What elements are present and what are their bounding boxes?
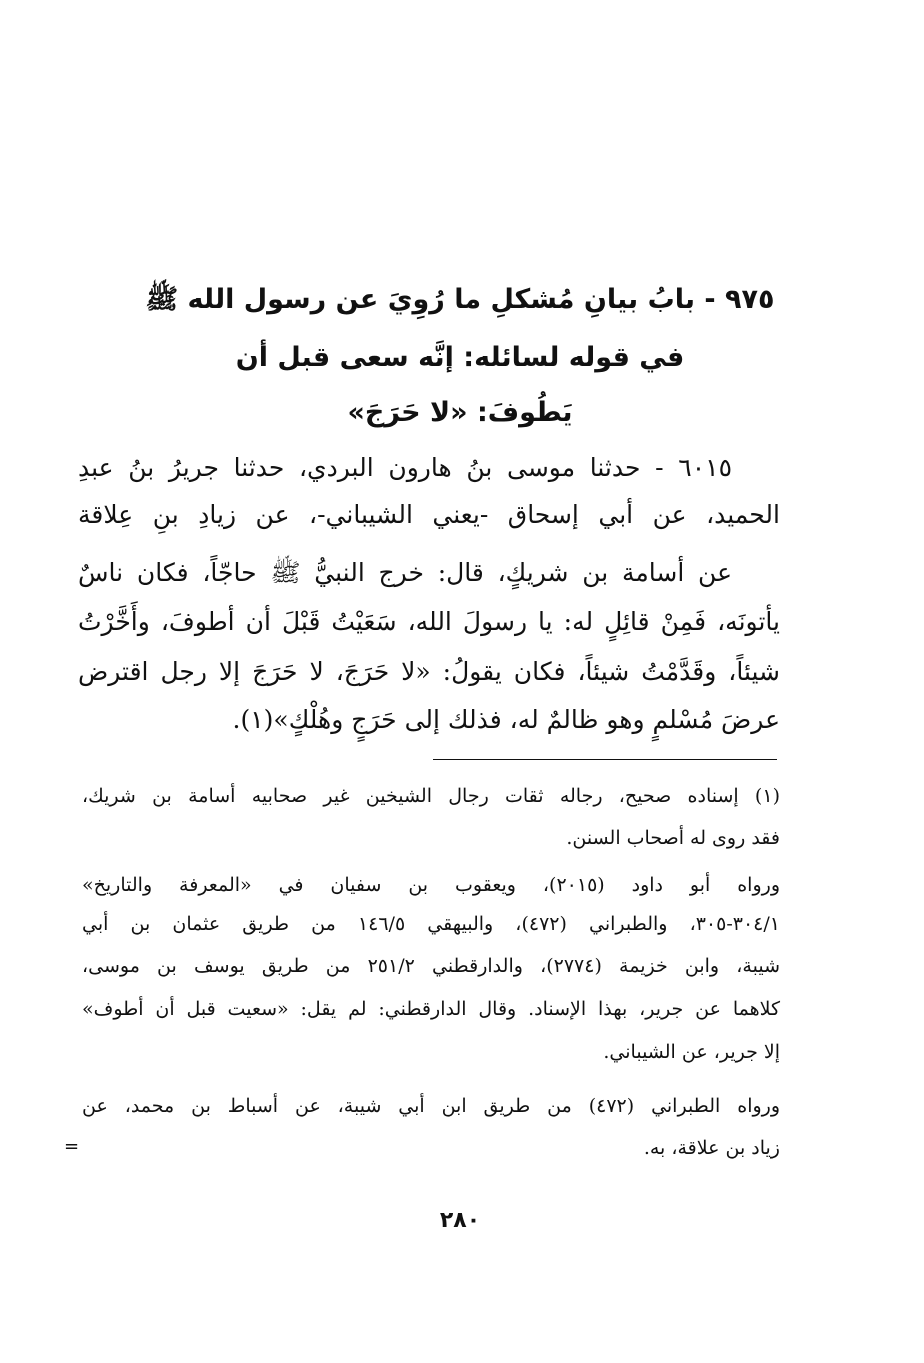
footnote-line: (١) إسناده صحيح، رجاله ثقات رجال الشيخين غير صحابيه أسامة بن شريك، — [82, 785, 780, 807]
footnote-line: ٣٠٤/١-٣٠٥، والطبراني (٤٧٢)، والبيهقي ١٤٦/٥ من طريق عثمان بن أبي — [82, 913, 780, 935]
footnote-line: كلاهما عن جرير، بهذا الإسناد. وقال الدارقطني: لم يقل: «سعيت قبل أن أطوف» — [82, 998, 780, 1020]
footnote-line: شيبة، وابن خزيمة (٢٧٧٤)، والدارقطني ٢٥١/٢ من طريق يوسف بن موسى، — [82, 955, 780, 977]
footnote-line: ورواه الطبراني (٤٧٢) من طريق ابن أبي شيبة، عن أسباط بن محمد، عن — [82, 1095, 780, 1117]
footnote-continuation-mark: = — [64, 1136, 80, 1157]
hadith-line: شيئاً، وقَدَّمْتُ شيئاً، فكان يقولُ: «لا حَرَجَ، لا حَرَجَ إلا رجل اقترض — [78, 657, 780, 686]
chapter-title-line-2: في قوله لسائله: إنَّه سعى قبل أن — [235, 342, 685, 373]
footnote-line: ورواه أبو داود (٢٠١٥)، ويعقوب بن سفيان في «المعرفة والتاريخ» — [82, 874, 780, 896]
hadith-line: ٦٠١٥ - حدثنا موسى بنُ هارون البردي، حدثنا جريرُ بنُ عبدِ — [78, 453, 732, 482]
footnote-separator — [433, 759, 777, 760]
chapter-title-line-3: يَطُوفَ: «لا حَرَجَ» — [347, 397, 573, 428]
footnote-line: فقد روى له أصحاب السنن. — [566, 827, 780, 849]
chapter-title-line-1: ٩٧٥ - بابُ بيانِ مُشكلِ ما رُوِيَ عن رسول الله ﷺ — [145, 284, 775, 315]
hadith-line: الحميد، عن أبي إسحاق -يعني الشيباني-، عن زيادِ بنِ عِلاقة — [78, 500, 780, 529]
hadith-line: يأتونَه، فَمِنْ قائِلٍ له: يا رسولَ الله، سَعَيْتُ قَبْلَ أن أطوفَ، وأَخَّرْتُ — [78, 607, 780, 636]
page-number: ٢٨٠ — [439, 1208, 481, 1233]
hadith-line: عن أسامة بن شريكٍ، قال: خرج النبيُّ ﷺ حاجّاً، فكان ناسٌ — [78, 558, 732, 587]
footnote-line: زياد بن علاقة، به. — [643, 1137, 780, 1159]
hadith-line: عرضَ مُسْلمٍ وهو ظالمٌ له، فذلك إلى حَرَجٍ وهُلْكٍ»(١). — [232, 705, 780, 734]
footnote-line: إلا جرير، عن الشيباني. — [603, 1041, 780, 1063]
